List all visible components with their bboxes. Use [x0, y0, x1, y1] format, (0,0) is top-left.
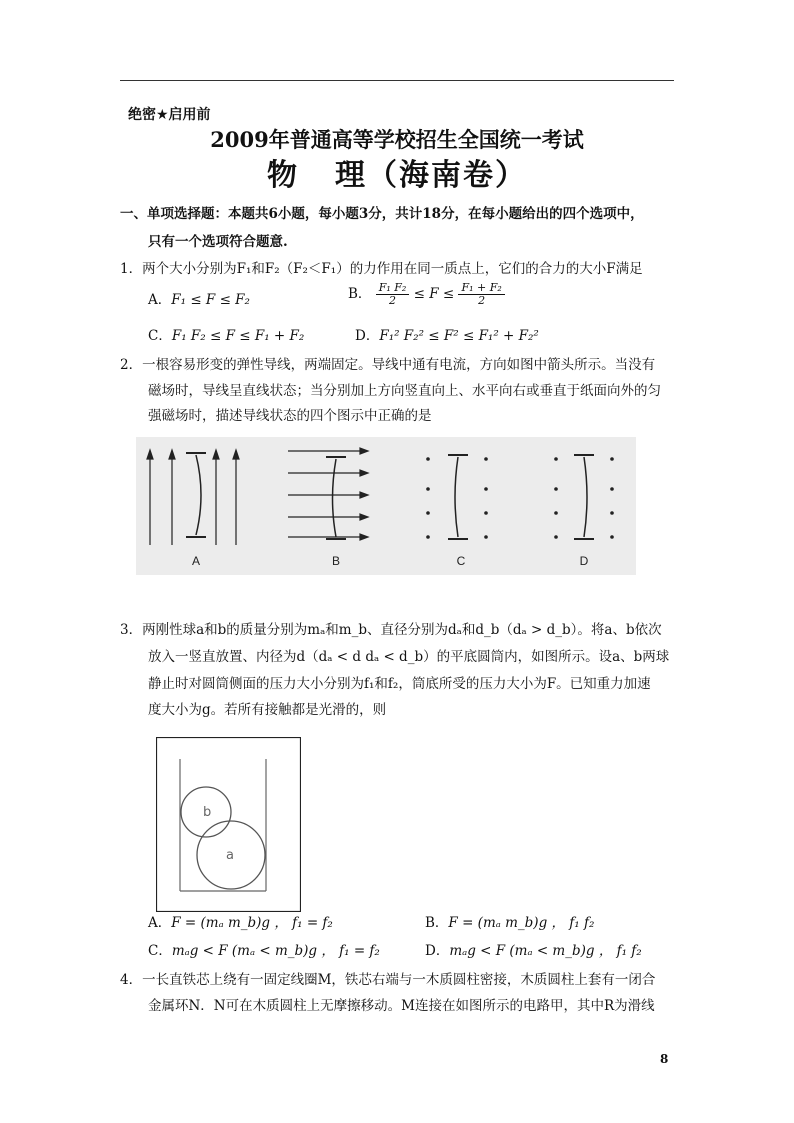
q1-b-frac-1 — [376, 282, 410, 307]
q3-ball-b-label: b — [203, 805, 212, 820]
secret-label: 绝密★启用前 — [128, 107, 211, 123]
q1-option-c — [148, 326, 304, 346]
q1-b-den2: 2 — [478, 294, 486, 307]
exam-title: 2009年普通高等学校招生全国统一考试 — [210, 127, 584, 152]
section-heading-1: 一、单项选择题：本题共6小题，每小题3分，共计18分，在每小题给出的四个选项中， — [120, 206, 644, 222]
q1-option-d — [355, 326, 539, 346]
q2-figure-background — [136, 437, 636, 575]
page-number: 8 — [660, 1052, 669, 1066]
q1-c-label: C． — [148, 328, 172, 344]
q4-line-1: 4．一长直铁芯上绕有一固定线圈M，铁芯右端与一木质圆柱密接，木质圆柱上套有一闭合 — [120, 972, 656, 988]
q2-fig-label-a: A — [191, 554, 201, 568]
q1-b-label: B． — [348, 286, 372, 302]
q2-fig-label-c: C — [456, 554, 466, 568]
q4-line-2: 金属环N．N可在木质圆柱上无摩擦移动。M连接在如图所示的电路甲，其中R为滑线 — [148, 998, 655, 1014]
q2-fig-label-d: D — [579, 554, 589, 568]
q2-line-3: 强磁场时，描述导线状态的四个图示中正确的是 — [148, 408, 432, 424]
subtitle-part-a: 物 — [267, 158, 299, 193]
q3-d-label: D． — [425, 943, 450, 959]
q3-c-expr: mₐg < F (mₐ < m_b)g ， f₁ = f₂ — [171, 943, 380, 959]
q1-b-den1: 2 — [389, 294, 397, 307]
q1-c-expr: F₁ F₂ ≤ F ≤ F₁ + F₂ — [171, 328, 305, 344]
q1-a-label: A． — [148, 292, 172, 308]
q3-option-b — [425, 913, 594, 933]
q1-d-label: D． — [355, 328, 380, 344]
q2-figure — [136, 437, 636, 575]
q3-line-1: 3．两刚性球a和b的质量分别为mₐ和m_b、直径分别为dₐ和d_b（dₐ > d_b）。将a、b依次 — [120, 622, 662, 638]
q3-line-3: 静止时对圆筒侧面的压力大小分别为f₁和f₂，筒底所受的压力大小为F。已知重力加速 — [148, 676, 651, 692]
section-heading-2: 只有一个选项符合题意. — [148, 234, 288, 250]
q1-a-expr: F₁ ≤ F ≤ F₂ — [171, 292, 250, 308]
q1-b-frac-2 — [458, 282, 504, 307]
q3-b-label: B． — [425, 915, 449, 931]
q3-line-4: 度大小为g。若所有接触都是光滑的，则 — [148, 702, 387, 718]
q3-b-expr: F = (mₐ m_b)g ， f₁ f₂ — [448, 915, 595, 931]
header-rule — [120, 80, 674, 81]
subtitle-part-b: 理（海南卷） — [335, 158, 527, 193]
q3-line-2: 放入一竖直放置、内径为d（dₐ < d dₐ < d_b）的平底圆筒内，如图所示。设a、b两球 — [148, 649, 670, 665]
q1-option-a — [148, 290, 250, 310]
q1-stem: 1．两个大小分别为F₁和F₂（F₂＜F₁）的力作用在同一质点上，它们的合力的大小F满足 — [120, 261, 643, 277]
q3-option-d — [425, 941, 642, 961]
q3-figure — [156, 737, 301, 912]
q1-b-num2: F₁ + F₂ — [458, 282, 504, 295]
q3-ball-a-label: a — [226, 848, 234, 863]
q1-b-mid: ≤ F ≤ — [413, 286, 455, 302]
q3-a-label: A． — [148, 915, 172, 931]
q2-line-2: 磁场时，导线呈直线状态；当分别加上方向竖直向上、水平向右或垂直于纸面向外的匀 — [148, 383, 661, 399]
q3-figure-frame — [157, 738, 301, 912]
q2-line-1: 2．一根容易形变的弹性导线，两端固定。导线中通有电流，方向如图中箭头所示。当没有 — [120, 357, 656, 373]
exam-subtitle — [0, 150, 794, 194]
q3-c-label: C． — [148, 943, 172, 959]
q1-b-num1: F₁ F₂ — [376, 282, 410, 295]
q1-d-expr: F₁² F₂² ≤ F² ≤ F₁² + F₂² — [379, 328, 539, 344]
q3-option-a — [148, 913, 333, 933]
q2-fig-label-b: B — [331, 554, 341, 568]
q1-option-b — [348, 282, 505, 307]
q3-d-expr: mₐg < F (mₐ < m_b)g ， f₁ f₂ — [449, 943, 642, 959]
q3-a-expr: F = (mₐ m_b)g ， f₁ = f₂ — [171, 915, 333, 931]
q3-option-c — [148, 941, 380, 961]
